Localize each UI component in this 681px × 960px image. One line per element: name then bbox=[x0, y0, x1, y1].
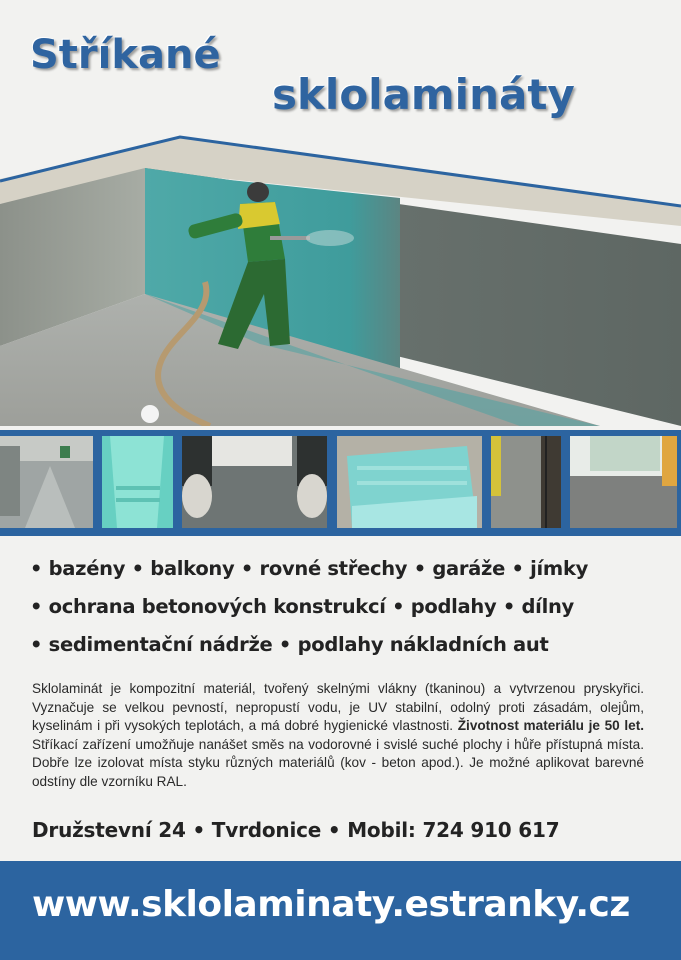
description-part2: Stříkací zařízení umožňuje nanášet směs na vodorovné i svislé suché plochy i hůře přístupná místa. Dobře lze izolovat místa styku různých materiálů (kov - beton apod.). Je možné aplikovat barevné odstíny dle vzorníku RAL. bbox=[32, 736, 644, 789]
title-line1: Stříkané bbox=[30, 32, 221, 78]
uses-list bbox=[30, 550, 588, 664]
footer-banner bbox=[0, 861, 681, 960]
title-line2: sklolamináty bbox=[272, 70, 575, 119]
uses-line-3: • sedimentační nádrže • podlahy nákladních aut bbox=[30, 633, 549, 656]
uses-line-1: • bazény • balkony • rovné střechy • garáže • jímky bbox=[30, 557, 589, 580]
uses-line-2: • ochrana betonových konstrukcí • podlahy • dílny bbox=[30, 595, 574, 618]
description-lifetime: Životnost materiálu je 50 let. bbox=[457, 718, 645, 733]
thumbnail-5 bbox=[491, 436, 561, 528]
website-url[interactable]: www.sklolaminaty.estranky.cz bbox=[32, 884, 630, 925]
hero-image bbox=[0, 134, 681, 426]
thumbnail-2 bbox=[102, 436, 173, 528]
description-part1: Sklolaminát je kompozitní materiál, tvořený skelnými vlákny (tkaninou) a vytvrzenou pryskyřici. Vyznačuje se velkou pevností, nepropustí vodu, je UV stabilní, odolný proti zásadám, olejům, kyselinám i při vysokých teplotách, a má dobré hygienické vlastnosti. bbox=[32, 681, 644, 733]
description-paragraph bbox=[32, 680, 644, 791]
thumbnail-strip bbox=[0, 430, 681, 536]
thumbnail-4 bbox=[337, 436, 482, 528]
contact-line: Družstevní 24 • Tvrdonice • Mobil: 724 910 617 bbox=[32, 818, 560, 842]
thumbnail-1 bbox=[0, 436, 93, 528]
thumbnail-6 bbox=[570, 436, 677, 528]
thumbnail-3 bbox=[182, 436, 327, 528]
